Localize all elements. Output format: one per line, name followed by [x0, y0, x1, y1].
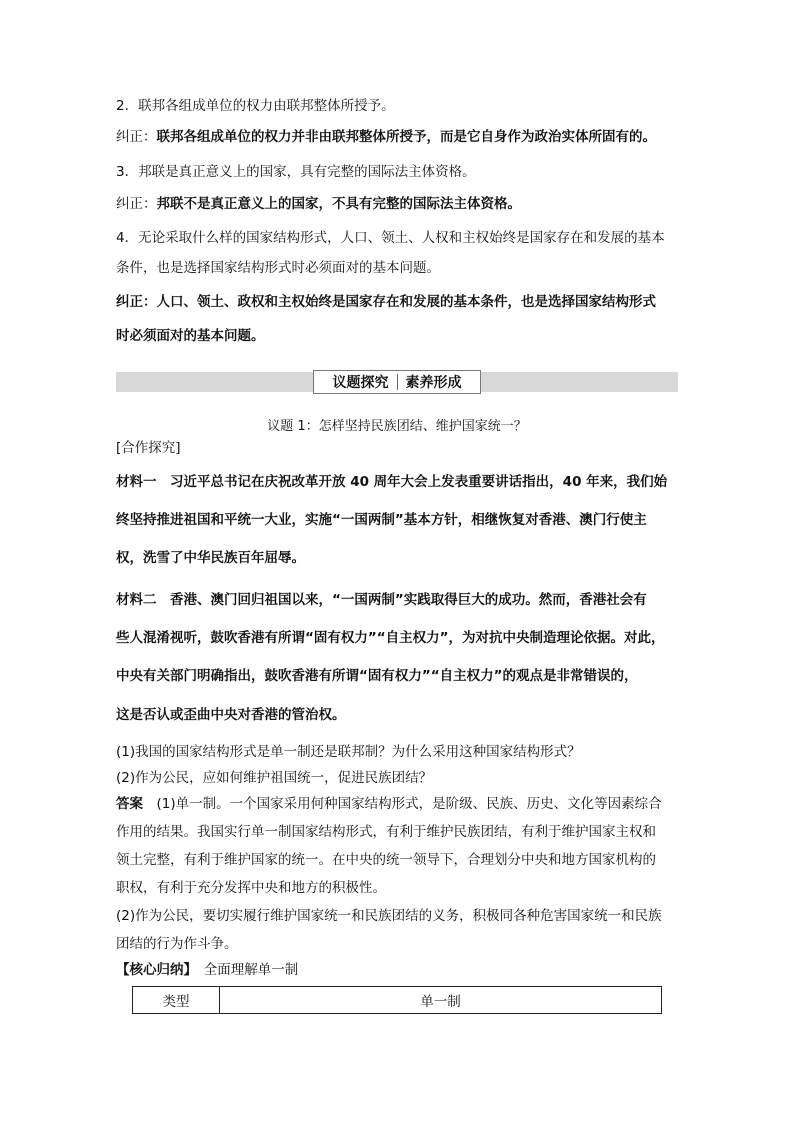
core-title: 全面理解单一制	[203, 962, 299, 978]
material-2-line-3: 中央有关部门明确指出，鼓吹香港有所谓“固有权力”“自主权力”的观点是非常错误的，	[116, 668, 638, 684]
question-2: (2)作为公民，应如何维护祖国统一，促进民族团结？	[116, 770, 433, 786]
correction-prefix: 纠正：	[116, 196, 157, 212]
material-1-line-2: 终坚持推进祖国和平统一大业，实施“一国两制”基本方针，相继恢复对香港、澳门行使主	[116, 512, 647, 528]
correction-4-line-1: 纠正：人口、领土、政权和主权始终是国家存在和发展的基本条件，也是选择国家结构形式	[116, 294, 656, 310]
answer-text: (1)单一制。一个国家采用何种国家结构形式，是阶级、民族、历史、文化等因素综合	[143, 796, 662, 812]
item-2: 2．联邦各组成单位的权力由联邦整体所授予。	[116, 98, 395, 114]
table-header-type: 类型	[133, 987, 220, 1014]
item-4-line-1: 4．无论采取什么样的国家结构形式，人口、领土、人权和主权始终是国家存在和发展的基本	[116, 230, 665, 246]
item-3: 3．邦联是真正意义上的国家，具有完整的国际法主体资格。	[116, 164, 476, 180]
coop-label: [合作探究]	[116, 440, 181, 456]
core-summary	[116, 964, 678, 978]
material-2-line-4: 这是否认或歪曲中央对香港的管治权。	[116, 707, 346, 723]
answer-2-line-1: (2)作为公民，要切实履行维护国家统一和民族团结的义务，积极同各种危害国家统一和民族	[116, 908, 662, 924]
section-banner	[313, 370, 481, 394]
correction-3	[116, 198, 678, 212]
summary-table	[132, 986, 662, 1014]
material-2-line-1: 材料二 香港、澳门回归祖国以来，“一国两制”实践取得巨大的成功。然而，香港社会有	[116, 592, 647, 608]
table-row	[133, 987, 662, 1014]
correction-prefix: 纠正：	[116, 129, 157, 145]
correction-text: 邦联不是真正意义上的国家，不具有完整的国际法主体资格。	[156, 196, 521, 212]
material-1-line-3: 权，洗雪了中华民族百年屈辱。	[116, 550, 305, 566]
correction-text: 联邦各组成单位的权力并非由联邦整体所授予，而是它自身作为政治实体所固有的。	[156, 129, 656, 145]
item-4-line-2: 条件，也是选择国家结构形式时必须面对的基本问题。	[116, 260, 440, 276]
answer-2-line-2: 团结的行为作斗争。	[116, 936, 238, 952]
correction-4-line-2: 时必须面对的基本问题。	[116, 328, 265, 344]
answer-label: 答案	[116, 796, 143, 812]
correction-2	[116, 131, 678, 145]
material-2-line-2: 些人混淆视听，鼓吹香港有所谓“固有权力”“自主权力”，为对抗中央制造理论依据。对此，	[116, 630, 665, 646]
material-1-line-1: 材料一 习近平总书记在庆祝改革开放 40 周年大会上发表重要讲话指出，40 年来，我们始	[116, 474, 668, 490]
answer-1-line-1	[116, 798, 678, 812]
core-label: 【核心归纳】	[116, 962, 191, 978]
topic-title: 议题 1：怎样坚持民族团结、维护国家统一？	[267, 419, 527, 434]
table-header-value: 单一制	[220, 987, 662, 1014]
answer-1-line-2: 作用的结果。我国实行单一制国家结构形式，有利于维护民族团结，有利于维护国家主权和	[116, 824, 656, 840]
question-1: (1)我国的国家结构形式是单一制还是联邦制？为什么采用这种国家结构形式？	[116, 744, 581, 760]
answer-1-line-3: 领土完整，有利于维护国家的统一。在中央的统一领导下，合理划分中央和地方国家机构的	[116, 852, 656, 868]
banner-right-label: 素养形成	[405, 375, 462, 391]
banner-divider	[397, 374, 398, 390]
banner-left-label: 议题探究	[332, 375, 389, 391]
answer-1-line-4: 职权，有利于充分发挥中央和地方的积极性。	[116, 880, 386, 896]
